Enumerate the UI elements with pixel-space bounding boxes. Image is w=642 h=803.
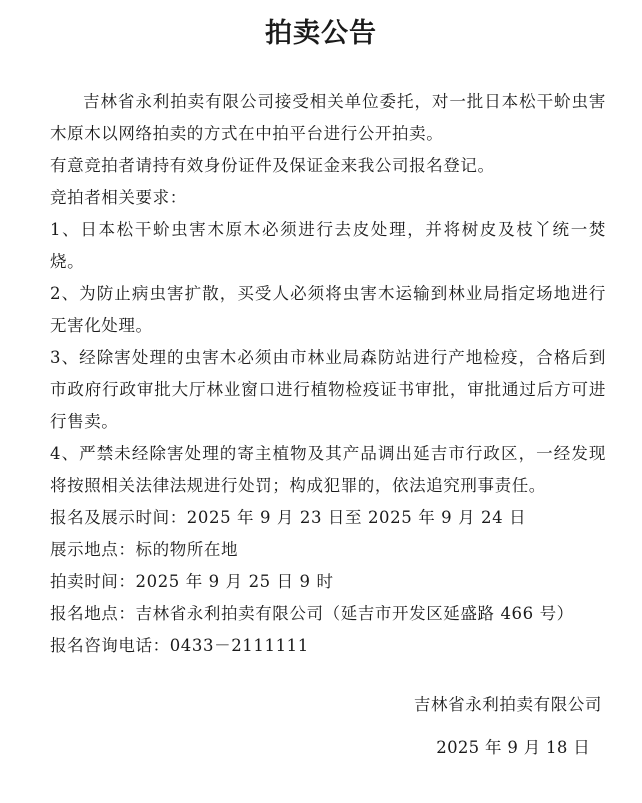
requirement-item-4: 4、严禁未经除害处理的寄主植物及其产品调出延吉市行政区，一经发现将按照相关法律法规进行处罚；构成犯罪的，依法追究刑事责任。 (50, 444, 606, 495)
inquiry-phone: 报名咨询电话：0433－2111111 (50, 636, 309, 655)
registration-invitation: 有意竞拍者请持有效身份证件及保证金来我公司报名登记。 (50, 156, 495, 175)
notice-title: 拍卖公告 (265, 18, 377, 49)
requirement-item-1: 1、日本松干蚧虫害木原木必须进行去皮处理，并将树皮及枝丫统一焚烧。 (50, 220, 606, 271)
requirement-item-2: 2、为防止病虫害扩散，买受人必须将虫害木运输到林业局指定场地进行无害化处理。 (50, 284, 606, 335)
issue-date: 2025 年 9 月 18 日 (436, 738, 590, 757)
issuer-signature: 吉林省永利拍卖有限公司 (413, 695, 602, 714)
intro-paragraph: 吉林省永利拍卖有限公司接受相关单位委托，对一批日本松干蚧虫害木原木以网络拍卖的方式在中拍平台进行公开拍卖。 (50, 92, 606, 143)
auction-time: 拍卖时间：2025 年 9 月 25 日 9 时 (50, 572, 334, 591)
registration-location: 报名地点：吉林省永利拍卖有限公司（延吉市开发区延盛路 466 号） (50, 604, 574, 623)
display-location: 展示地点：标的物所在地 (50, 540, 239, 559)
registration-display-time: 报名及展示时间：2025 年 9 月 23 日至 2025 年 9 月 24 日 (50, 508, 527, 527)
requirements-heading: 竞拍者相关要求： (50, 188, 187, 207)
notice-body (50, 86, 606, 662)
requirement-item-3: 3、经除害处理的虫害木必须由市林业局森防站进行产地检疫，合格后到市政府行政审批大厅林业窗口进行植物检疫证书审批，审批通过后方可进行售卖。 (50, 348, 606, 431)
